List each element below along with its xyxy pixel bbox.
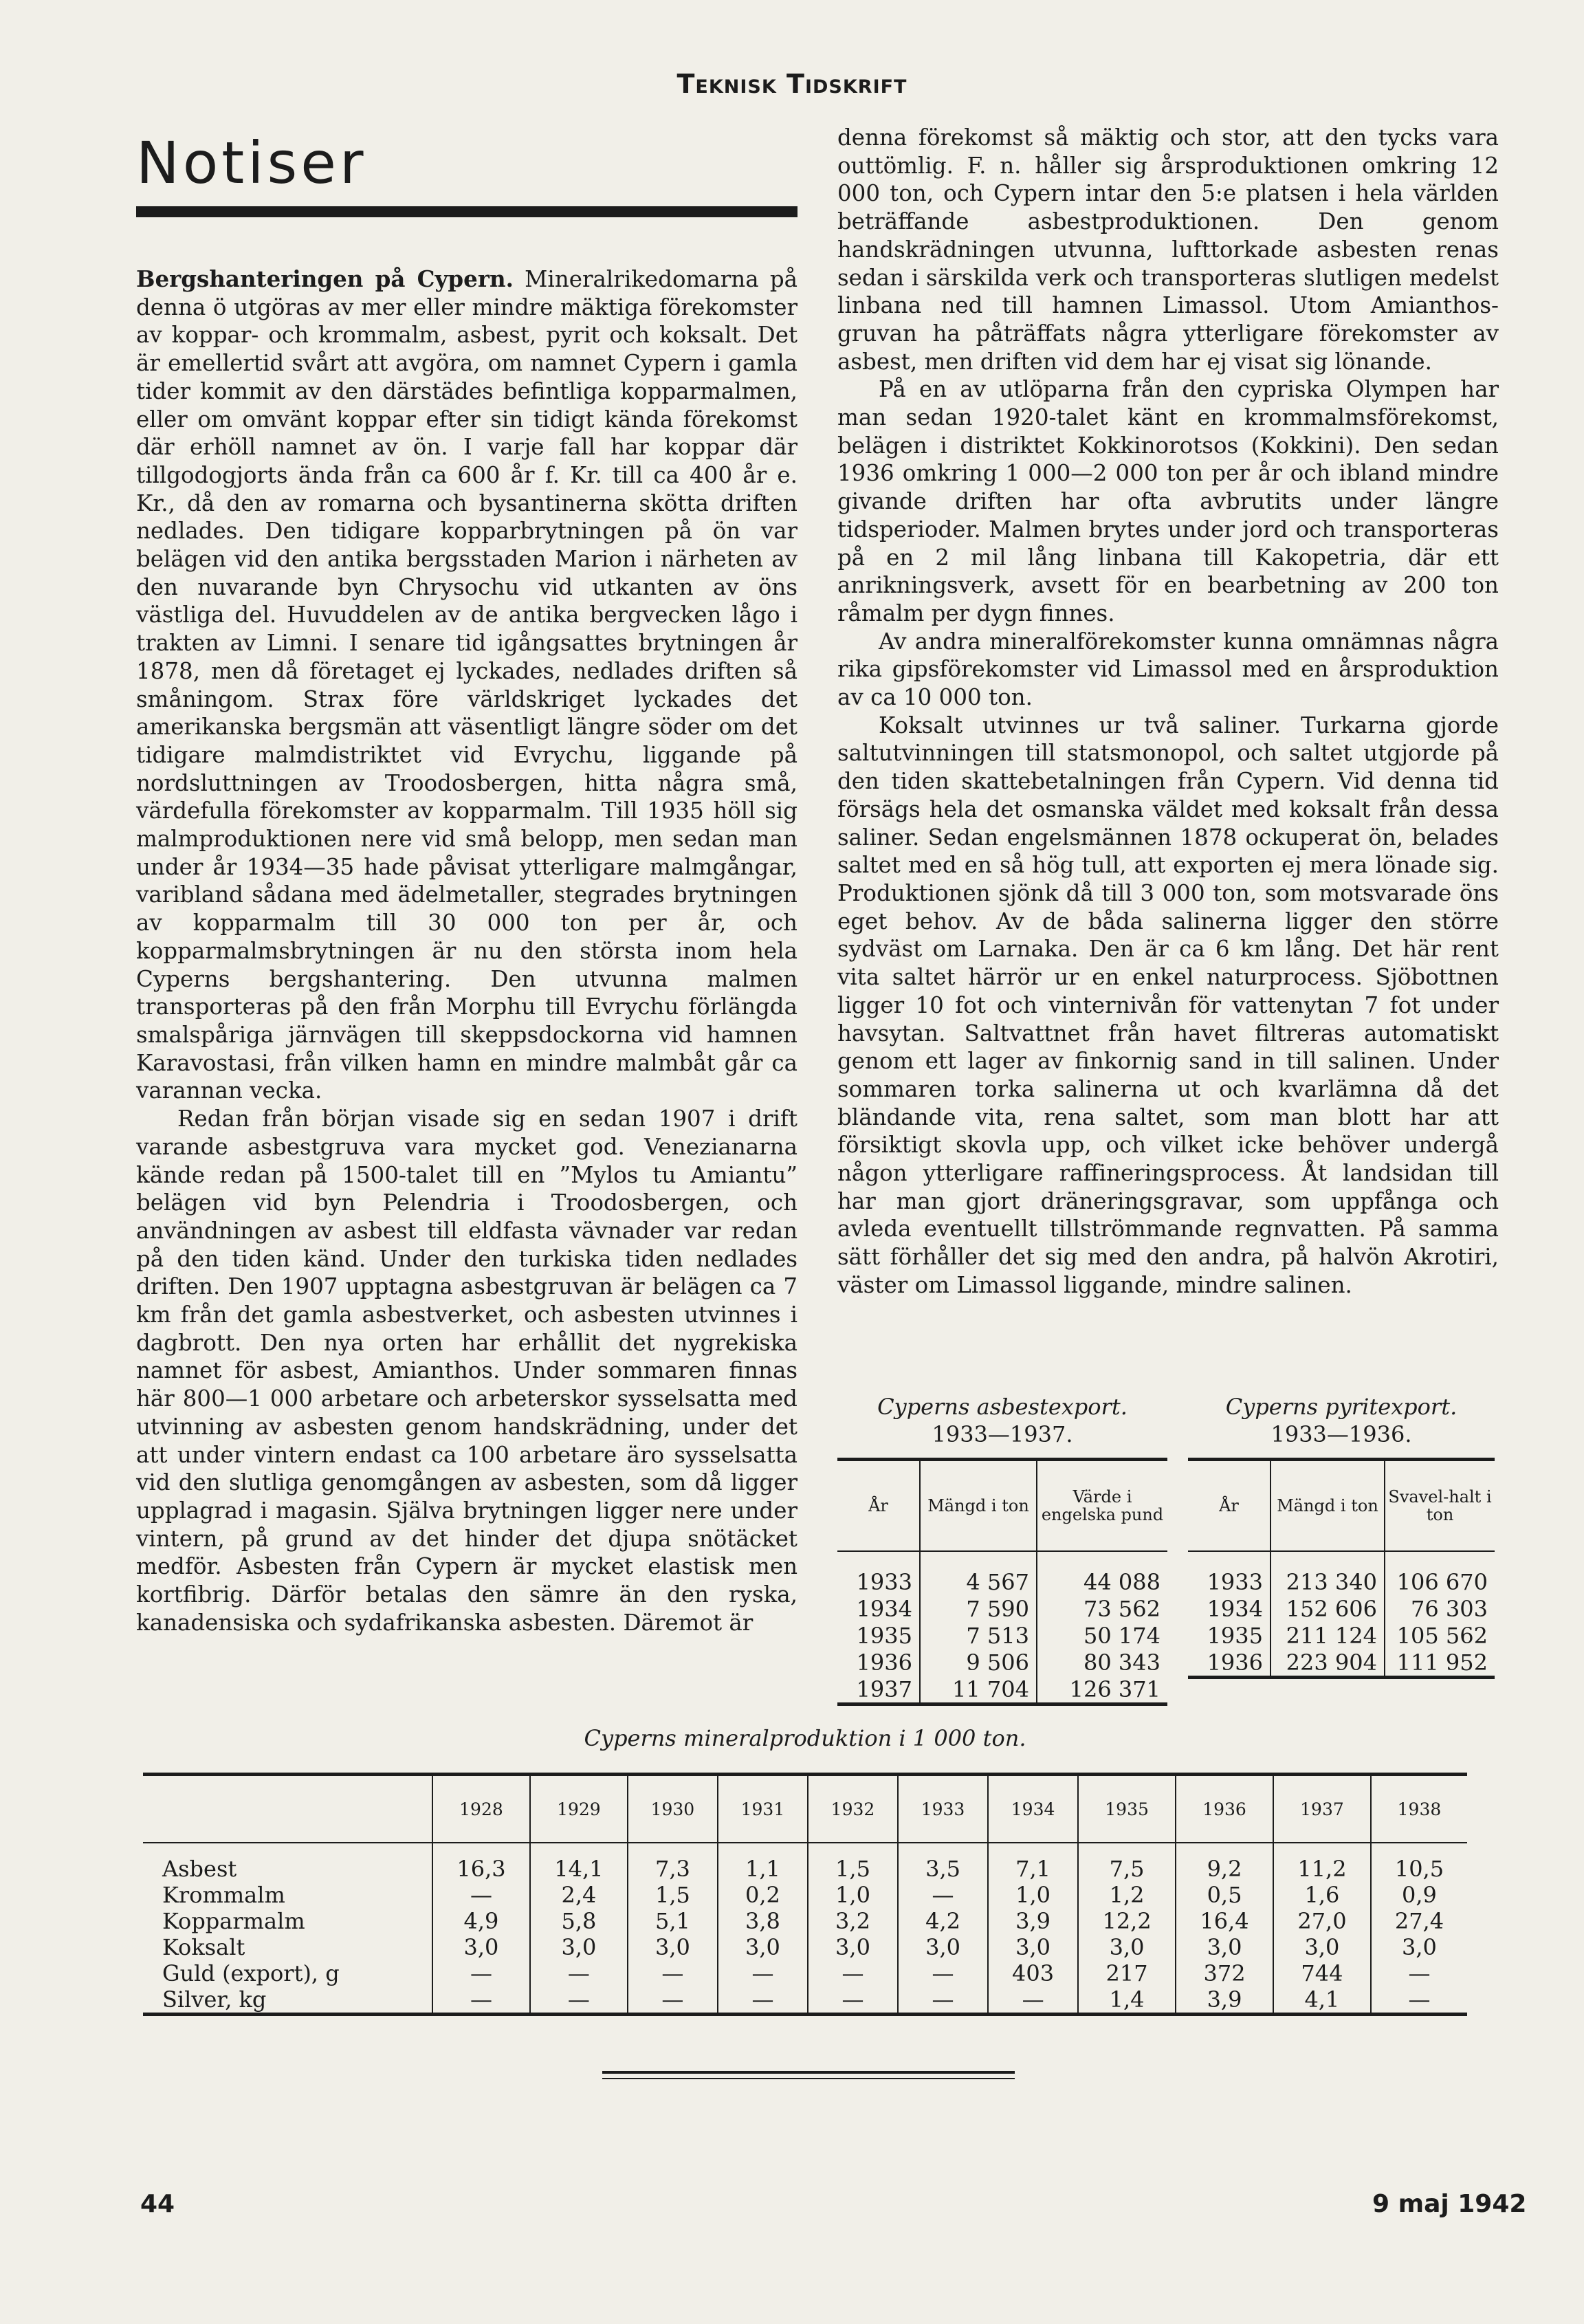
table-cell: 5,1: [628, 1908, 718, 1934]
table-cell: 3,0: [1273, 1934, 1371, 1960]
article-paragraph: denna förekomst så mäktig och stor, att den tycks vara outtömlig. F. n. håller sig årsproduktionen omkring 12 000 ton, och Cypern intar den 5:e platsen i hela världen beträffande asbestproduktionen. Den genom handskrädningen utvunna, lufttorkade asbesten renas sedan i särskilda verk och transporteras slutligen medelst linbana ned till hamnen Limassol. Utom Amianthos-gruvan ha påträffats några ytterligare förekomster av asbest, men driften vid dem har ej visat sig lönande.: [837, 124, 1499, 375]
row-label: Silver, kg: [143, 1986, 432, 2015]
column-header: År: [837, 1460, 920, 1552]
table-cell: 1934: [837, 1595, 920, 1622]
table-cell: 12,2: [1078, 1908, 1176, 1934]
table-cell: —: [898, 1960, 988, 1986]
table-cell: 1,0: [808, 1882, 898, 1908]
table-cell: —: [432, 1882, 530, 1908]
table-row: [1188, 1622, 1495, 1649]
table-cell: 152 606: [1270, 1595, 1385, 1622]
table-cell: 3,0: [898, 1934, 988, 1960]
article-paragraph: [136, 265, 798, 1105]
table-cell: 1933: [837, 1551, 920, 1595]
table-cell: 3,9: [1176, 1986, 1273, 2015]
table-cell: 3,0: [718, 1934, 808, 1960]
column-header: 1932: [808, 1775, 898, 1843]
table-cell: 106 670: [1396, 1568, 1488, 1595]
table-cell: 3,8: [718, 1908, 808, 1934]
mineral-table-body: [143, 1843, 1467, 2015]
table-cell: 213 340: [1270, 1551, 1385, 1595]
table-cell: 1,1: [718, 1843, 808, 1882]
table-cell: 1,6: [1273, 1882, 1371, 1908]
table-cell: —: [718, 1986, 808, 2015]
table-cell: 4,9: [432, 1908, 530, 1934]
table-cell: —: [898, 1986, 988, 2015]
table-row: [837, 1595, 1167, 1622]
table-cell: —: [628, 1986, 718, 2015]
asbestos-table-title: Cyperns asbestexport.: [877, 1394, 1128, 1420]
table-cell: 76 303: [1411, 1595, 1488, 1622]
table-cell: 7 590: [920, 1595, 1037, 1622]
table-cell: 1937: [837, 1676, 920, 1704]
table-cell: 0,2: [718, 1882, 808, 1908]
table-cell: —: [628, 1960, 718, 1986]
table-cell: 1,0: [988, 1882, 1078, 1908]
pyrite-table-period: 1933—1936.: [1270, 1421, 1412, 1447]
asbestos-table-caption: [837, 1393, 1167, 1448]
column-header: 1931: [718, 1775, 808, 1843]
table-cell: —: [530, 1960, 628, 1986]
table-cell: 1935: [837, 1622, 920, 1649]
table-cell: 126 371: [1069, 1676, 1160, 1702]
table-row: [837, 1622, 1167, 1649]
column-header: Svavel-halt i ton: [1388, 1487, 1492, 1524]
asbestos-export-table: [837, 1458, 1167, 1706]
table-row: [1188, 1595, 1495, 1622]
table-cell: 16,3: [432, 1843, 530, 1882]
article-paragraph: Redan från början visade sig en sedan 1907 i drift varande asbestgruva vara mycket god. Venezianarna kände redan på 1500-talet till en ”Mylos tu Amiantu” belägen vid byn Pelendria i Troodosbergen, och användningen av asbest till eldfasta vävnader var redan på den tiden känd. Under den turkiska tiden nedlades driften. Den 1907 upptagna asbestgruvan är belägen ca 7 km från det gamla asbestverket, och asbesten utvinnes i dagbrott. Den nya orten har erhållit det nygrekiska namnet för asbest, Amianthos. Under sommaren finnas här 800—1 000 arbetare och arbeterskor sysselsatta med utvinning av asbesten genom handskrädning, under det att under vintern endast ca 100 arbetare äro sysselsatta vid den slutliga genomgången av asbesten, som då ligger upplagrad i magasin. Själva brytningen ligger nere under vintern, på grund av det hinder det djupa snötäcket medför. Asbesten från Cypern är mycket elastisk men kortfibrig. Därför betalas den sämre än den ryska, kanadensiska och sydafrikanska asbesten. Däremot är: [136, 1106, 798, 1636]
table-cell: 223 904: [1270, 1649, 1385, 1678]
table-header-row: [143, 1775, 1467, 1843]
article-column-right: [837, 124, 1499, 1348]
table-cell: —: [988, 1986, 1078, 2015]
table-cell: 3,0: [530, 1934, 628, 1960]
table-cell: 3,0: [988, 1934, 1078, 1960]
table-cell: 5,8: [530, 1908, 628, 1934]
table-cell: —: [432, 1960, 530, 1986]
table-header-row: [837, 1460, 1167, 1552]
article-paragraph: På en av utlöparna från den cypriska Olympen har man sedan 1920-talet känt en krommalmsförekomst, belägen i distriktet Kokkinorotsos (Kokkini). Den sedan 1936 omkring 1 000—2 000 ton per år och ibland mindre givande driften har ofta avbrutits under längre tidsperioder. Malmen brytes under jord och transporteras på en 2 mil lång linbana till Kakopetria, där ett anrikningsverk, avsett för en bearbetning av 200 ton råmalm per dygn finnes.: [837, 376, 1499, 626]
table-cell: 105 562: [1396, 1622, 1488, 1649]
table-row: [837, 1676, 1167, 1704]
pyrite-table-caption: [1188, 1393, 1495, 1448]
column-header: 1937: [1273, 1775, 1371, 1843]
table-cell: 1,5: [628, 1882, 718, 1908]
article-runin-heading: Bergshanteringen på Cypern.: [136, 265, 514, 292]
end-rule-thin: [602, 2078, 1015, 2079]
journal-header: Teknisk Tidskrift: [676, 69, 908, 99]
table-cell: 1,4: [1078, 1986, 1176, 2015]
table-cell: 27,0: [1273, 1908, 1371, 1934]
table-cell: 372: [1176, 1960, 1273, 1986]
table-cell: 2,4: [530, 1882, 628, 1908]
table-cell: 4,2: [898, 1908, 988, 1934]
mineral-table-caption: Cyperns mineralproduktion i 1 000 ton.: [584, 1725, 1026, 1751]
title-rule: [136, 206, 798, 217]
row-label-header: [143, 1775, 432, 1843]
table-cell: —: [898, 1882, 988, 1908]
column-header: Mängd i ton: [1270, 1460, 1385, 1552]
table-cell: 0,9: [1402, 1882, 1437, 1908]
table-cell: 1933: [1188, 1551, 1270, 1595]
table-cell: 1934: [1188, 1595, 1270, 1622]
pyrite-export-table: [1188, 1458, 1495, 1679]
table-cell: —: [808, 1986, 898, 2015]
issue-date: 9 maj 1942: [1372, 2190, 1527, 2218]
table-cell: 73 562: [1084, 1595, 1160, 1622]
table-cell: 7,5: [1078, 1843, 1176, 1882]
table-cell: 217: [1078, 1960, 1176, 1986]
row-label: Koksalt: [143, 1934, 432, 1960]
table-cell: —: [1408, 1960, 1431, 1986]
column-header: 1929: [530, 1775, 628, 1843]
table-cell: 27,4: [1394, 1908, 1444, 1934]
table-row: [143, 1960, 1467, 1986]
table-cell: 9 506: [920, 1649, 1037, 1676]
pyrite-table-title: Cyperns pyritexport.: [1225, 1394, 1458, 1420]
table-cell: 9,2: [1176, 1843, 1273, 1882]
table-cell: 3,0: [1402, 1934, 1437, 1960]
column-header: 1935: [1078, 1775, 1176, 1843]
table-cell: 1,5: [808, 1843, 898, 1882]
table-cell: 1,2: [1078, 1882, 1176, 1908]
column-header: 1938: [1371, 1775, 1467, 1843]
table-cell: 3,9: [988, 1908, 1078, 1934]
table-cell: 10,5: [1394, 1856, 1444, 1882]
article-paragraph: Koksalt utvinnes ur två saliner. Turkarna gjorde saltutvinningen till statsmonopol, och saltet utgjorde på den tiden skattebetalningen från Cypern. Vid denna tid försägs hela det osmanska väldet med koksalt från dessa saliner. Sedan engelsmännen 1878 ockuperat ön, belades saltet med en så hög tull, att exporten ej mera lönade sig. Produktionen sjönk då till 3 000 ton, som motsvarade öns eget behov. Av de båda salinerna ligger den större sydväst om Larnaka. Den är ca 6 km lång. Det här rent vita saltet härrör ur en enkel naturprocess. Sjöbottnen ligger 10 fot och vinternivån för vattenytan 7 fot under havsytan. Saltvattnet från havet filtreras automatiskt genom ett lager av finkornig sand in till salinen. Under sommaren torka salinerna ut och kvarlämna då det bländande vita, rena saltet, som man blott har att försiktigt skovla upp, och vilket icke behöver undergå någon ytterligare raffineringsprocess. Åt landsidan till har man gjort dräneringsgravar, som uppfånga och avleda eventuellt tillströmmande regnvatten. På samma sätt förhåller det sig med den andra, på halvön Akrotiri, väster om Limassol liggande, mindre salinen.: [837, 712, 1499, 1298]
table-cell: 4 567: [920, 1551, 1037, 1595]
table-cell: 3,0: [808, 1934, 898, 1960]
row-label: Kopparmalm: [143, 1908, 432, 1934]
table-cell: —: [432, 1986, 530, 2015]
table-cell: 3,5: [898, 1843, 988, 1882]
row-label: Krommalm: [143, 1882, 432, 1908]
row-label: Guld (export), g: [143, 1960, 432, 1986]
table-row: [1188, 1551, 1495, 1595]
table-cell: 211 124: [1270, 1622, 1385, 1649]
table-row: [143, 1843, 1467, 1882]
table-cell: —: [530, 1986, 628, 2015]
table-cell: 80 343: [1084, 1649, 1160, 1676]
table-cell: 111 952: [1396, 1649, 1488, 1676]
table-cell: 3,0: [1176, 1934, 1273, 1960]
mineral-production-table: [143, 1773, 1467, 2016]
article-column-left: [136, 265, 798, 1696]
page-number: 44: [140, 2190, 175, 2218]
asbestos-table-period: 1933—1937.: [932, 1421, 1073, 1447]
column-header: 1936: [1176, 1775, 1273, 1843]
table-cell: 11 704: [920, 1676, 1037, 1704]
table-cell: 3,0: [1078, 1934, 1176, 1960]
table-cell: 0,5: [1176, 1882, 1273, 1908]
column-header: 1930: [628, 1775, 718, 1843]
table-cell: 3,0: [628, 1934, 718, 1960]
table-cell: 44 088: [1084, 1568, 1160, 1595]
table-row: [1188, 1649, 1495, 1678]
table-cell: 16,4: [1176, 1908, 1273, 1934]
column-header: Mängd i ton: [920, 1460, 1037, 1552]
table-cell: 1935: [1188, 1622, 1270, 1649]
table-cell: 3,2: [808, 1908, 898, 1934]
column-header: År: [1188, 1460, 1270, 1552]
table-cell: 4,1: [1273, 1986, 1371, 2015]
article-paragraph-text: Mineralrikedomarna på denna ö utgöras av mer eller mindre mäktiga förekomster av koppar- och krommalm, asbest, pyrit och koksalt. Det är emellertid svårt att avgöra, om namnet Cypern i gamla tider kommit av den därstädes befintliga kopparmalmen, eller om omvänt koppar efter sin tidigt kända förekomst där erhöll namnet av ön. I varje fall har koppar där tillgodogjorts ända från ca 600 år f. Kr. till ca 400 år e. Kr., då den av romarna och bysantinerna skötta driften nedlades. Den tidigare kopparbrytningen på ön var belägen vid den antika bergsstaden Marion i närheten av den nuvarande byn Chrysochu vid utkanten av öns västliga del. Huvuddelen av de antika bergvecken lågo i trakten av Limni. I senare tid igångsattes brytningen år 1878, men då företaget ej lyckades, nedlades driften så småningom. Strax före världskriget lyckades det amerikanska bergsmän att väsentligt längre söder om det tidigare malmdistriktet vid Evrychu, liggande på nordsluttningen av Troodosbergen, hitta några små, värdefulla förekomster av kopparmalm. Till 1935 höll sig malmproduktionen nere vid små belopp, men sedan man under år 1934—35 hade påvisat ytterligare malmgångar, varibland sådana med ädelmetaller, stegrades brytningen av kopparmalm till 30 000 ton per år, och kopparmalmsbrytningen är nu den största inom hela Cyperns bergshantering. Den utvunna malmen transporteras på den från Morphu till Evrychu förlängda smalspåriga järnvägen till skeppsdockorna vid hamnen Karavostasi, från vilken hamn en mindre malmbåt går ca varannan vecka.: [136, 266, 798, 1104]
table-cell: —: [718, 1960, 808, 1986]
table-cell: 7 513: [920, 1622, 1037, 1649]
article-paragraph: Av andra mineralförekomster kunna omnämnas några rika gipsförekomster vid Limassol med en årsproduktion av ca 10 000 ton.: [837, 628, 1499, 711]
table-cell: —: [1408, 1986, 1431, 2013]
end-rule: [602, 2071, 1015, 2074]
table-cell: 403: [988, 1960, 1078, 1986]
column-header: 1933: [898, 1775, 988, 1843]
table-cell: 11,2: [1273, 1843, 1371, 1882]
column-header: Värde i engelska pund: [1041, 1487, 1164, 1524]
row-label: Asbest: [143, 1843, 432, 1882]
table-header-row: [1188, 1460, 1495, 1552]
table-row: [837, 1649, 1167, 1676]
table-row: [143, 1934, 1467, 1960]
table-row: [143, 1986, 1467, 2015]
table-cell: 14,1: [530, 1843, 628, 1882]
section-title: Notiser: [136, 129, 367, 197]
column-header: 1928: [432, 1775, 530, 1843]
table-cell: 3,0: [432, 1934, 530, 1960]
table-cell: 1936: [1188, 1649, 1270, 1678]
table-cell: 7,1: [988, 1843, 1078, 1882]
table-cell: 1936: [837, 1649, 920, 1676]
table-cell: 50 174: [1084, 1622, 1160, 1649]
table-row: [143, 1882, 1467, 1908]
table-row: [143, 1908, 1467, 1934]
table-cell: 744: [1273, 1960, 1371, 1986]
table-cell: —: [808, 1960, 898, 1986]
column-header: 1934: [988, 1775, 1078, 1843]
table-row: [837, 1551, 1167, 1595]
table-cell: 7,3: [628, 1843, 718, 1882]
